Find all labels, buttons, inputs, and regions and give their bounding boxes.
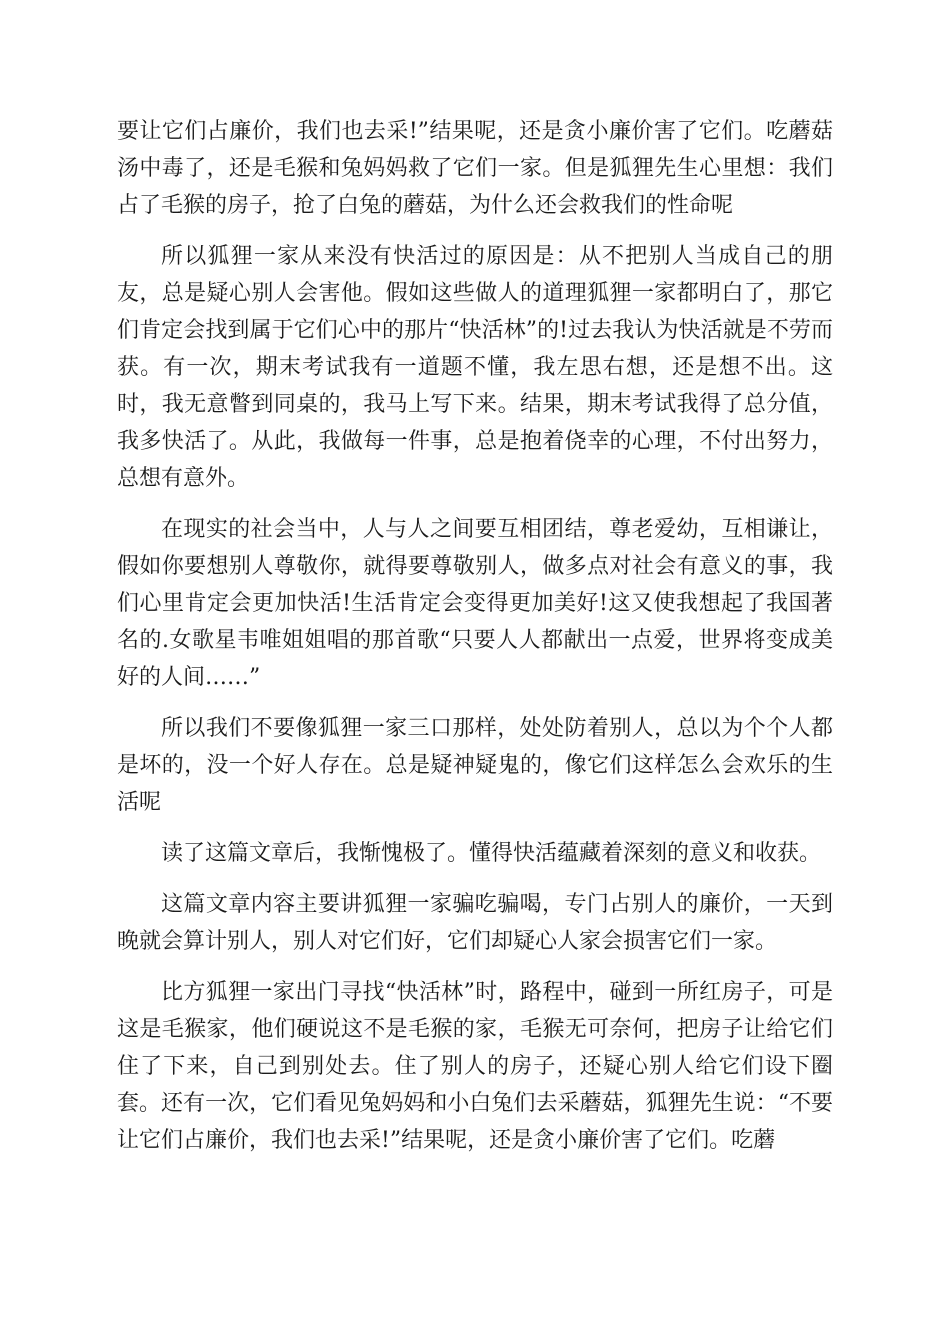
paragraph-2: 所以狐狸一家从来没有快活过的原因是：从不把别人当成自己的朋友，总是疑心别人会害他。假如这些做人的道理狐狸一家都明白了，那它们肯定会找到属于它们心中的那片“快活林”的!过去我认为快活就是不劳而获。有一次，期末考试我有一道题不懂，我左思右想，还是想不出。这时，我无意瞥到同桌的，我马上写下来。结果，期末考试我得了总分值，我多快活了。从此，我做每一件事，总是抱着侥幸的心理，不付出努力，总想有意外。 (117, 244, 833, 491)
paragraph-6: 这篇文章内容主要讲狐狸一家骗吃骗喝，专门占别人的廉价，一天到晚就会算计别人，别人对它们好，它们却疑心人家会损害它们一家。 (117, 892, 833, 954)
paragraph-5: 读了这篇文章后，我惭愧极了。懂得快活蕴藏着深刻的意义和收获。 (161, 841, 822, 866)
paragraph-3: 在现实的社会当中，人与人之间要互相团结，尊老爱幼，互相谦让，假如你要想别人尊敬你，就得要尊敬别人，做多点对社会有意义的事，我们心里肯定会更加快活!生活肯定会变得更加美好!这又使我想起了我国著名的.女歌星韦唯姐姐唱的那首歌“只要人人都献出一点爱，世界将变成美好的人间……” (117, 517, 833, 690)
paragraph-7: 比方狐狸一家出门寻找“快活林”时，路程中，碰到一所红房子，可是这是毛猴家，他们硬说这不是毛猴的家，毛猴无可奈何，把房子让给它们住了下来，自己到别处去。住了别人的房子，还疑心别人给它们设下圈套。还有一次，它们看见兔妈妈和小白兔们去采蘑菇，狐狸先生说：“不要让它们占廉价，我们也去采!”结果呢，还是贪小廉价害了它们。吃蘑 (117, 980, 833, 1153)
paragraph-4: 所以我们不要像狐狸一家三口那样，处处防着别人，总以为个个人都是坏的，没一个好人存在。总是疑神疑鬼的，像它们这样怎么会欢乐的生活呢 (117, 716, 833, 815)
paragraph-1: 要让它们占廉价，我们也去采!”结果呢，还是贪小廉价害了它们。吃蘑菇汤中毒了，还是毛猴和兔妈妈救了它们一家。但是狐狸先生心里想：我们占了毛猴的房子，抢了白兔的蘑菇，为什么还会救我们的性命呢 (117, 119, 833, 218)
document-page (117, 113, 833, 1173)
